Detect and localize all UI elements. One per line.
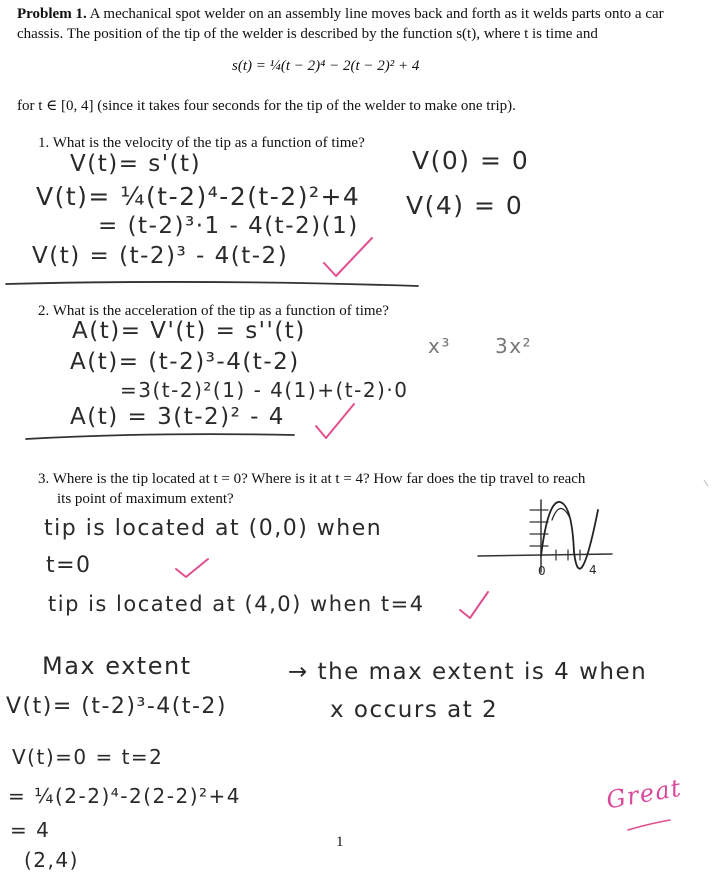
check-mark-4 — [460, 592, 488, 618]
grade-underline — [628, 820, 670, 830]
ans3-line2: t=0 — [46, 553, 92, 578]
velocity-zero-line: V(t)=0 = t=2 — [12, 745, 164, 769]
check-mark-1 — [324, 238, 372, 276]
max-note-2: x occurs at 2 — [330, 697, 499, 723]
ans1-line2: V(t)= ¼(t-2)⁴-2(t-2)²+4 — [36, 182, 361, 211]
problem-intro-text: A mechanical spot welder on an assembly line moves back and forth as it welds parts onto a car chassis. The position of the tip of the welder is described by the function s(t), where t is time and — [17, 6, 664, 42]
problem-heading: Problem 1. — [17, 6, 87, 22]
graph-label-4: 4 — [589, 563, 599, 577]
ans1-line1: V(t)= s'(t) — [70, 151, 202, 177]
ans2-line2: A(t)= (t-2)³-4(t-2) — [70, 349, 300, 375]
ans1-side1: V(0) = 0 — [412, 146, 530, 175]
question-2-number: 2. — [38, 303, 50, 319]
question-2-text: What is the acceleration of the tip as a function of time? — [52, 303, 389, 319]
page-number: 1 — [336, 834, 344, 850]
ans3-line1: tip is located at (0,0) when — [44, 516, 383, 541]
ans2-line3: =3(t-2)²(1) - 4(1)+(t-2)·0 — [120, 378, 409, 402]
ans1-side2: V(4) = 0 — [406, 191, 524, 220]
graph-curve — [541, 502, 598, 569]
graph-label-0: 0 — [538, 564, 548, 578]
ans2-line1: A(t)= V'(t) = s''(t) — [72, 318, 306, 344]
max-note-1: → the max extent is 4 when — [288, 659, 648, 685]
ans1-line3: = (t-2)³·1 - 4(t-2)(1) — [98, 213, 359, 239]
point-line: (2,4) — [24, 848, 79, 872]
ans2-line4: A(t) = 3(t-2)² - 4 — [70, 404, 285, 430]
check-mark-3 — [176, 559, 208, 577]
question-3-number: 3. — [38, 471, 50, 487]
graph-x-axis — [478, 554, 612, 556]
ans3-line3: tip is located at (4,0) when t=4 — [48, 592, 425, 616]
max-extent-label: Max extent — [42, 652, 192, 680]
ans2-side2: 3x² — [495, 334, 533, 358]
scan-speck — [704, 480, 708, 486]
ans1-line4: V(t) = (t-2)³ - 4(t-2) — [32, 243, 289, 269]
question-1-number: 1. — [38, 135, 50, 151]
underline-answer-2 — [26, 434, 294, 439]
ans2-side1: x³ — [428, 334, 451, 358]
grade-comment: Great — [604, 773, 685, 815]
max-velocity-line: V(t)= (t-2)³-4(t-2) — [6, 694, 227, 719]
position-formula: s(t) = ¼(t − 2)⁴ − 2(t − 2)² + 4 — [232, 58, 420, 74]
question-3-text-cont: its point of maximum extent? — [57, 491, 234, 507]
substitution-line: = ¼(2-2)⁴-2(2-2)²+4 — [8, 784, 242, 808]
underline-answer-1 — [6, 282, 418, 286]
check-mark-2 — [316, 404, 354, 438]
question-1-text: What is the velocity of the tip as a function of time? — [52, 135, 365, 151]
result-line: = 4 — [10, 818, 51, 842]
question-3-text: Where is the tip located at t = 0? Where is it at t = 4? How far does the tip travel to reach — [52, 471, 586, 487]
domain-text: for t ∈ [0, 4] (since it takes four seconds for the tip of the welder to make one trip). — [17, 98, 516, 114]
